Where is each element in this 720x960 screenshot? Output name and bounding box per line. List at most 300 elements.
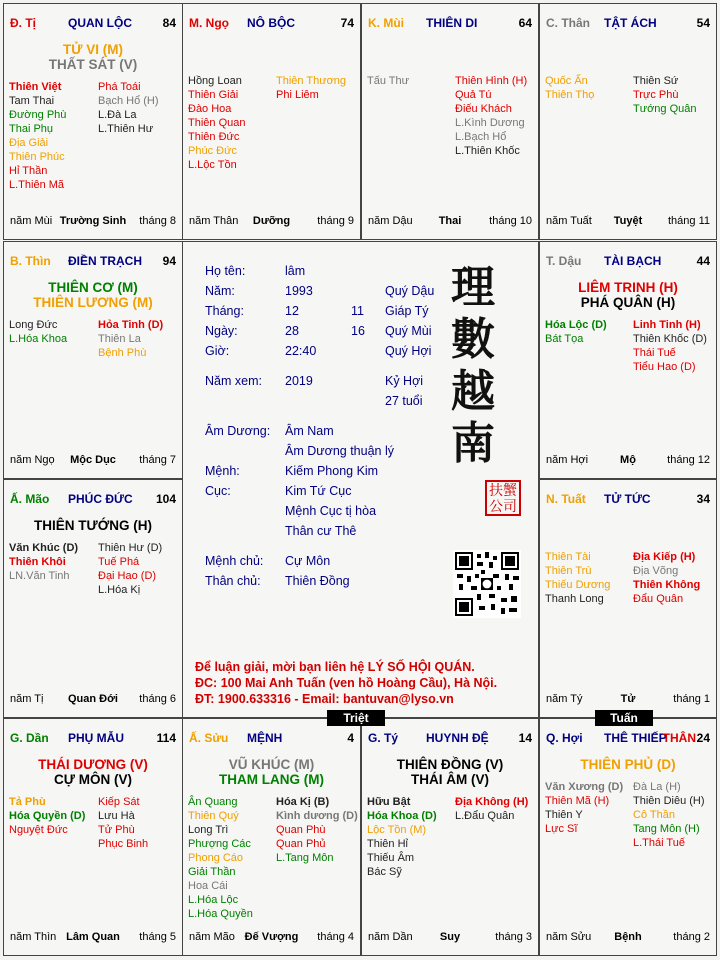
nam-label: Năm: [205,284,235,298]
truong-sinh-stage: Đế Vượng [244,931,299,943]
qr-code[interactable] [453,550,521,618]
cuc-value: Kim Tứ Cục [285,484,352,498]
stars-left-column [9,80,66,192]
palace-age: 34 [696,492,710,506]
palace-month: tháng 5 [139,931,176,943]
palace-thin [3,241,183,479]
stars-right-column [633,550,700,606]
minor-star: Lực Sĩ [545,823,578,835]
am-duong-note: Âm Dương thuận lý [285,444,394,458]
palace-name: THÊ THIẾP [604,731,667,745]
minor-star: Đà La (H) [633,781,681,793]
minor-star: L.Hóa Quyền [188,908,253,920]
stars-left-column [545,550,610,606]
palace-name: TỬ TỨC [604,492,651,506]
palace-month: tháng 3 [495,931,532,943]
minor-star: Quan Phủ [276,838,326,850]
ngay-label: Ngày: [205,324,238,338]
ho-ten-label: Họ tên: [205,264,246,278]
thang-label: Tháng: [205,304,244,318]
palace-year: năm Dậu [368,215,413,227]
palace-header [10,492,176,508]
palace-age: 94 [162,254,176,268]
palace-year: năm Tị [10,693,44,705]
stars-left-column [9,795,85,837]
palace-footer [10,931,176,945]
palace-name: MỆNH [247,731,283,745]
tuan-tag: Tuấn [595,710,653,726]
minor-star: L.Đà La [98,109,137,121]
main-stars [4,280,182,310]
minor-star: Điếu Khách [455,103,512,115]
minor-star: Phá Toái [98,81,141,93]
minor-star: Thiên Khôi [9,556,66,568]
minor-star: Địa Võng [633,565,679,577]
main-star: THIÊN PHỦ (D) [580,757,676,772]
gio-label: Giờ: [205,344,230,358]
nam-can-chi: Quý Dậu [385,284,435,298]
stars-left-column [545,318,607,346]
palace-than [539,3,717,240]
than-cu-value: Thân cư Thê [285,524,357,538]
menh-value: Kiếm Phong Kim [285,464,379,478]
minor-star: Bạch Hổ (H) [98,95,159,107]
minor-star: Long Đức [9,319,58,331]
palace-age: 24 [696,731,710,745]
ly-so-viet-nam-logo [451,262,531,470]
palace-mui [361,3,539,240]
minor-star: Hồng Loan [188,75,242,87]
main-star: THẤT SÁT (V) [48,57,138,72]
truong-sinh-stage: Quan Đới [68,693,118,705]
minor-star: Bác Sỹ [367,866,402,878]
minor-star: Hóa Khoa (D) [367,810,437,822]
palace-suu [182,718,361,956]
palace-name: PHỤ MẪU [68,731,124,745]
palace-name: THIÊN DI [426,16,478,30]
minor-star: Thiếu Âm [367,852,415,864]
minor-star: Thiên Khốc (D) [633,333,707,345]
red-seal-stamp [485,480,521,516]
minor-star: Giải Thần [188,866,236,878]
palace-footer [546,931,710,945]
stars-right-column [633,318,707,374]
minor-star: L.Thiên Khốc [455,145,520,157]
minor-star: L.Tang Môn [276,852,334,864]
ngay-am: 16 [351,324,365,338]
than-chu-label: Thân chủ: [205,574,261,588]
palace-footer [10,693,176,707]
main-stars [362,757,538,787]
minor-star: Hóa Lộc (D) [545,319,607,331]
palace-footer [546,215,710,229]
logo-char: 理 [451,262,495,313]
stars-left-column [367,74,409,88]
stamp-text: 扶蟹公司 [489,483,517,515]
minor-star: Hỉ Thần [9,165,48,177]
minor-star: Kình dương (D) [276,810,358,822]
truong-sinh-stage: Trường Sinh [59,215,127,227]
palace-header [546,254,710,270]
thang-value: 12 [285,304,299,318]
minor-star: Linh Tinh (H) [633,319,701,331]
palace-year: năm Dần [368,931,413,943]
contact-line-3: ĐT: 1900.633316 - Email: bantuvan@lyso.vn [195,692,454,706]
stars-right-column [455,795,528,823]
minor-star: Tang Môn (H) [633,823,700,835]
than-marker: THÂN [662,731,696,745]
palace-header [546,16,710,32]
minor-star: Bệnh Phù [98,347,147,359]
logo-char: 數 [451,314,495,365]
stars-left-column [188,795,253,921]
minor-star: Thanh Long [545,593,604,605]
ho-ten-value: lâm [285,264,306,278]
palace-header [10,16,176,32]
stars-right-column [633,74,697,116]
truong-sinh-stage: Mộ [620,454,636,466]
stars-left-column [367,795,437,879]
truong-sinh-stage: Lâm Quan [66,931,120,943]
logo-char: 南 [451,418,495,469]
minor-star: Thiên Hình (H) [455,75,528,87]
minor-star: Phi Liêm [276,89,319,101]
stars-right-column [276,74,346,102]
main-star: PHÁ QUÂN (H) [580,295,676,310]
minor-star: Đẩu Quân [633,593,684,605]
main-stars [540,757,716,772]
minor-star: L.Hóa Lộc [188,894,239,906]
minor-star: Tử Phù [98,824,135,836]
palace-age: 14 [518,731,532,745]
minor-star: Tiểu Hao (D) [633,361,696,373]
palace-footer [368,931,532,945]
tuoi-value: 27 tuổi [385,394,423,408]
minor-star: L.Hóa Khoa [9,333,68,345]
stars-left-column [9,318,67,346]
palace-month: tháng 1 [673,693,710,705]
palace-header [10,731,176,747]
minor-star: Phục Binh [98,838,149,850]
cuc-note: Mệnh Cục tị hòa [285,504,377,518]
minor-star: L.Bạch Hổ [455,131,507,143]
menh-chu-label: Mệnh chủ: [205,554,264,568]
palace-name: NÔ BỘC [247,16,295,30]
minor-star: Thiên Đức [188,131,240,143]
palace-age: 114 [156,731,176,745]
palace-age: 74 [340,16,354,30]
nam-xem-value: 2019 [285,374,313,388]
palace-month: tháng 11 [667,215,710,227]
logo-char: 越 [451,366,495,417]
minor-star: Thiên Sứ [633,75,679,87]
minor-star: Tuế Phá [98,556,140,568]
main-star: THIÊN ĐỒNG (V) [396,757,504,772]
palace-dau [539,241,717,479]
palace-age: 44 [696,254,710,268]
stars-left-column [188,74,245,172]
stars-right-column [276,795,358,865]
thang-am: 11 [351,304,364,318]
main-stars [540,280,716,310]
palace-year: năm Mùi [10,215,53,227]
truong-sinh-stage: Tử [620,693,636,705]
contact-line-1: Để luận giải, mời bạn liên hệ LÝ SỐ HỘI QUÁN. [195,660,475,674]
minor-star: Nguyệt Đức [9,824,68,836]
main-star: THAM LANG (M) [219,772,324,787]
minor-star: Thiên Thọ [545,89,595,101]
palace-hoi [539,718,717,956]
main-star: VŨ KHÚC (M) [228,757,315,772]
minor-star: Quan Phù [276,824,326,836]
palace-tuat [539,479,717,718]
minor-star: Tả Phù [9,796,46,808]
palace-footer [189,931,354,945]
minor-star: Tấu Thư [367,75,410,87]
main-stars [4,757,182,787]
minor-star: L.Lộc Tồn [188,159,237,171]
palace-footer [10,215,176,229]
palace-mao [3,479,183,718]
am-duong-value: Âm Nam [285,424,334,438]
truong-sinh-stage: Tuyệt [613,215,643,227]
palace-header [189,731,354,747]
minor-star: Thiên Giải [188,89,239,101]
palace-ti [3,3,183,240]
nam-xem-label: Năm xem: [205,374,262,388]
stars-left-column [9,541,78,583]
menh-chu-value: Cự Môn [285,554,331,568]
palace-year: năm Hợi [546,454,589,466]
minor-star: Bát Tọa [545,333,584,345]
palace-month: tháng 8 [139,215,176,227]
main-stars [4,42,182,72]
palace-header [10,254,176,270]
palace-footer [189,215,354,229]
am-duong-label: Âm Dương: [205,424,271,438]
stars-right-column [633,780,705,850]
ngay-value: 28 [285,324,299,338]
minor-star: Thiên Diêu (H) [633,795,705,807]
palace-year: năm Sửu [546,931,592,943]
palace-age: 4 [347,731,354,745]
minor-star: Lộc Tồn (M) [367,824,427,836]
minor-star: Phong Cáo [188,852,244,864]
minor-star: Thiên Trù [545,565,592,577]
nam-value: 1993 [285,284,313,298]
palace-year: năm Thìn [10,931,57,943]
minor-star: L.Thiên Mã [9,179,65,191]
minor-star: Thái Tuế [633,347,676,359]
main-star: THIÊN CƠ (M) [48,280,138,295]
gio-value: 22:40 [285,344,317,358]
palace-branch: K. Mùi [368,16,404,30]
minor-star: L.Thái Tuế [633,837,685,849]
palace-age: 104 [155,492,176,506]
thang-can-chi: Giáp Tý [385,304,429,318]
palace-name: PHÚC ĐỨC [68,492,133,506]
minor-star: Thiên Không [633,579,701,591]
palace-footer [10,454,176,468]
palace-branch: N. Tuất [546,492,586,506]
minor-star: Quả Tú [455,89,492,101]
truong-sinh-stage: Mộc Dục [70,454,116,466]
minor-star: Thiên Quan [188,117,246,129]
minor-star: Cô Thần [633,809,675,821]
palace-name: TẬT ÁCH [604,16,657,30]
stars-left-column [545,74,594,102]
truong-sinh-stage: Dưỡng [252,215,291,227]
palace-header [546,731,710,747]
cuc-label: Cục: [205,484,231,498]
minor-star: Thiên Tài [545,551,591,563]
palace-year: năm Mão [189,931,235,943]
main-star: THÁI DƯƠNG (V) [38,757,148,772]
minor-star: Hữu Bật [367,796,411,808]
minor-star: Thai Phụ [9,123,54,135]
minor-star: Thiên Hỉ [367,838,408,850]
minor-star: Hỏa Tinh (D) [98,319,164,331]
minor-star: LN.Văn Tinh [9,570,70,582]
minor-star: Thiên Y [545,809,583,821]
minor-star: L.Đẩu Quân [455,810,515,822]
minor-star: Long Trì [188,824,229,836]
truong-sinh-stage: Thai [438,215,462,227]
main-star: CỰ MÔN (V) [54,772,132,787]
zalo-icon [483,580,492,589]
palace-age: 54 [696,16,710,30]
minor-star: Đường Phù [9,109,67,121]
palace-month: tháng 2 [673,931,710,943]
minor-star: Văn Khúc (D) [9,542,79,554]
palace-footer [546,454,710,468]
center-info-panel [182,241,539,718]
palace-branch: Ấ. Sửu [189,731,229,745]
main-star: LIÊM TRINH (H) [578,280,678,295]
minor-star: L.Hóa Kị [98,584,141,596]
palace-branch: C. Thân [546,16,590,30]
palace-header [368,16,532,32]
gio-can-chi: Quý Hợi [385,344,432,358]
palace-year: năm Ngọ [10,454,55,466]
minor-star: Địa Giải [9,137,49,149]
minor-star: Hoa Cái [188,880,228,892]
stars-left-column [545,780,623,836]
minor-star: L.Kình Dương [455,117,525,129]
menh-label: Mệnh: [205,464,240,478]
stars-right-column [98,318,163,360]
palace-branch: G. Dần [10,731,49,745]
minor-star: Thiên La [98,333,141,345]
minor-star: Kiếp Sát [98,796,140,808]
palace-year: năm Tý [546,693,583,705]
minor-star: Thiếu Dương [545,579,611,591]
palace-branch: T. Dậu [546,254,582,268]
triet-tag: Triệt [327,710,385,726]
palace-name: QUAN LỘC [68,16,132,30]
contact-line-2: ĐC: 100 Mai Anh Tuấn (ven hồ Hoàng Cầu), Hà Nội. [195,676,498,690]
main-star: TỬ VI (M) [63,42,123,57]
minor-star: L.Thiên Hư [98,123,154,135]
minor-star: Đại Hao (D) [98,570,157,582]
minor-star: Văn Xương (D) [545,781,624,793]
truong-sinh-stage: Bệnh [614,931,642,943]
minor-star: Địa Không (H) [455,796,529,808]
palace-dan [3,718,183,956]
minor-star: Tam Thai [9,95,55,107]
minor-star: Trực Phù [633,89,679,101]
minor-star: Tướng Quân [633,103,697,115]
than-chu-value: Thiên Đồng [285,574,350,588]
stars-right-column [98,795,148,851]
palace-month: tháng 12 [667,454,710,466]
minor-star: Địa Kiếp (H) [633,551,696,563]
nam-xem-can-chi: Kỷ Hợi [385,374,424,388]
main-star: THIÊN LƯƠNG (M) [33,295,153,310]
ngay-can-chi: Quý Mùi [385,324,432,338]
palace-footer [368,215,532,229]
minor-star: Ân Quang [188,796,238,808]
palace-month: tháng 6 [139,693,176,705]
main-stars [183,757,360,787]
main-star: THIÊN TƯỚNG (H) [34,518,152,533]
palace-header [546,492,710,508]
palace-ngo [182,3,361,240]
palace-month: tháng 4 [317,931,354,943]
palace-header [368,731,532,747]
stars-right-column [98,80,159,136]
palace-name: ĐIỀN TRẠCH [68,254,142,268]
palace-year: năm Tuất [546,215,592,227]
palace-header [189,16,354,32]
palace-year: năm Thân [189,215,239,227]
palace-name: TÀI BẠCH [604,254,662,268]
minor-star: Thiên Phúc [9,151,65,163]
minor-star: Phúc Đức [188,145,237,157]
palace-month: tháng 10 [489,215,532,227]
palace-ty [361,718,539,956]
minor-star: Thiên Hư (D) [98,542,163,554]
minor-star: Thiên Việt [9,81,62,93]
palace-name: HUYNH ĐỆ [426,731,489,745]
minor-star: Thiên Quý [188,810,239,822]
palace-branch: Q. Hợi [546,731,583,745]
truong-sinh-stage: Suy [439,931,461,943]
palace-branch: B. Thìn [10,254,51,268]
palace-branch: M. Ngọ [189,16,229,30]
palace-branch: Ấ. Mão [10,492,50,506]
palace-branch: Đ. Tị [10,16,36,30]
minor-star: Quốc Ấn [545,75,588,87]
minor-star: Phượng Các [188,838,251,850]
palace-age: 84 [162,16,176,30]
main-star: THÁI ÂM (V) [411,772,489,787]
palace-month: tháng 9 [317,215,354,227]
palace-age: 64 [518,16,532,30]
minor-star: Hóa Kị (B) [276,796,330,808]
minor-star: Lưu Hà [98,810,135,822]
palace-footer [546,693,710,707]
minor-star: Hóa Quyền (D) [9,810,86,822]
minor-star: Thiên Mã (H) [545,795,610,807]
palace-month: tháng 7 [139,454,176,466]
main-stars [4,518,182,533]
minor-star: Thiên Thương [276,75,347,87]
stars-right-column [455,74,527,158]
minor-star: Đào Hoa [188,103,232,115]
palace-branch: G. Tý [368,731,399,745]
stars-right-column [98,541,162,597]
